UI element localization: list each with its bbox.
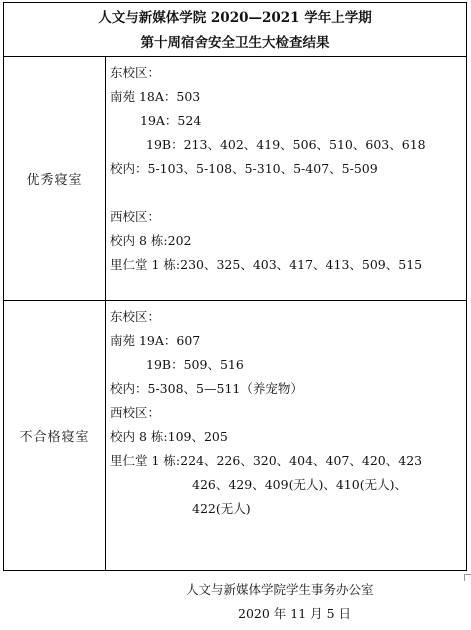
spacer <box>110 181 466 205</box>
category-excellent: 优秀寝室 <box>4 57 106 301</box>
list-item: 校内 8 栋:202 <box>110 233 192 248</box>
list-item: 里仁堂 1 栋:230、325、403、417、413、509、515 <box>110 257 423 272</box>
issuing-office: 人文与新媒体学院学生事务办公室 <box>186 582 374 597</box>
list-item: 19B：213、402、419、506、510、603、618 <box>146 137 426 152</box>
list-item: 南苑 19A：607 <box>110 333 201 348</box>
row-excellent <box>4 57 467 301</box>
issue-date: 2020 年 11 月 5 日 <box>238 606 352 621</box>
title-block <box>3 2 467 56</box>
list-item: 校内 8 栋:109、205 <box>110 429 228 444</box>
list-item: 426、429、409(无人)、410(无人)、 <box>192 477 407 492</box>
title-line-1: 人文与新媒体学院 2020—2021 学年上学期 <box>98 10 372 26</box>
failed-list <box>106 301 467 571</box>
excellent-list <box>106 57 467 301</box>
list-item: 西校区： <box>110 405 161 420</box>
list-item: 东校区： <box>110 309 161 324</box>
row-failed <box>4 301 467 571</box>
list-item: 校内：5-308、5—511（养宠物） <box>110 381 303 396</box>
results-table <box>3 56 467 571</box>
document-sheet <box>3 2 467 571</box>
corner-marker-icon <box>464 574 471 581</box>
category-failed: 不合格寝室 <box>4 301 106 571</box>
list-item: 里仁堂 1 栋:224、226、320、404、407、420、423 <box>110 453 423 468</box>
list-item: 19A：524 <box>140 113 202 128</box>
list-item: 南苑 18A：503 <box>110 89 201 104</box>
list-item: 西校区： <box>110 209 161 224</box>
list-item: 19B：509、516 <box>146 357 244 372</box>
title-line-2: 第十周宿舍安全卫生大检查结果 <box>140 35 330 51</box>
list-item: 422(无人) <box>192 501 251 516</box>
list-item: 校内：5-103、5-108、5-310、5-407、5-509 <box>110 161 378 176</box>
list-item: 东校区： <box>110 65 161 80</box>
